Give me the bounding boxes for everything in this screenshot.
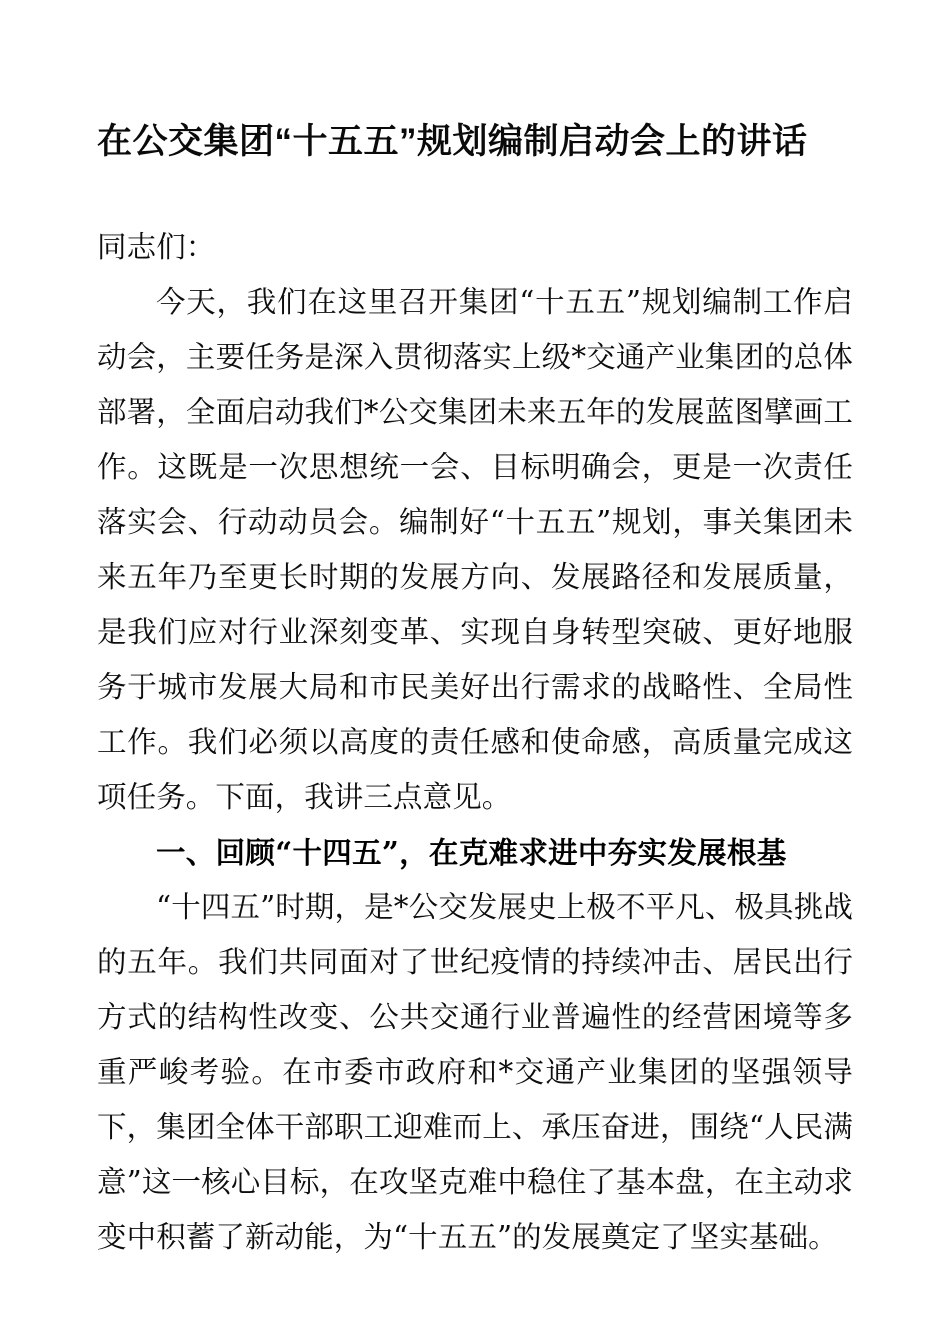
document-content <box>97 0 853 1265</box>
section-heading-one: 一、回顾“十四五”，在克难求进中夯实发展根基 <box>156 835 787 870</box>
opening-paragraph: 今天，我们在这里召开集团“十五五”规划编制工作启动会，主要任务是深入贯彻落实上级*交通产业集团的总体部署，全面启动我们*公交集团未来五年的发展蓝图擘画工作。这既是一次思想统一会、目标明确会，更是一次责任落实会、行动动员会。编制好“十五五”规划，事关集团未来五年乃至更长时期的发展方向、发展路径和发展质量，是我们应对行业深刻变革、实现自身转型突破、更好地服务于城市发展大局和市民美好出行需求的战略性、全局性工作。我们必须以高度的责任感和使命感，高质量完成这项任务。下面，我讲三点意见。 <box>97 285 853 814</box>
salutation-line: 同志们： <box>97 230 216 264</box>
document-title: 在公交集团“十五五”规划编制启动会上的讲话 <box>97 122 808 161</box>
section-one-paragraph: “十四五”时期，是*公交发展史上极不平凡、极具挑战的五年。我们共同面对了世纪疫情的持续冲击、居民出行方式的结构性改变、公共交通行业普遍性的经营困境等多重严峻考验。在市委市政府和*交通产业集团的坚强领导下，集团全体干部职工迎难而上、承压奋进，围绕“人民满意”这一核心目标，在攻坚克难中稳住了基本盘，在主动求变中积蓄了新动能，为“十五五”的发展奠定了坚实基础。 <box>97 890 853 1254</box>
